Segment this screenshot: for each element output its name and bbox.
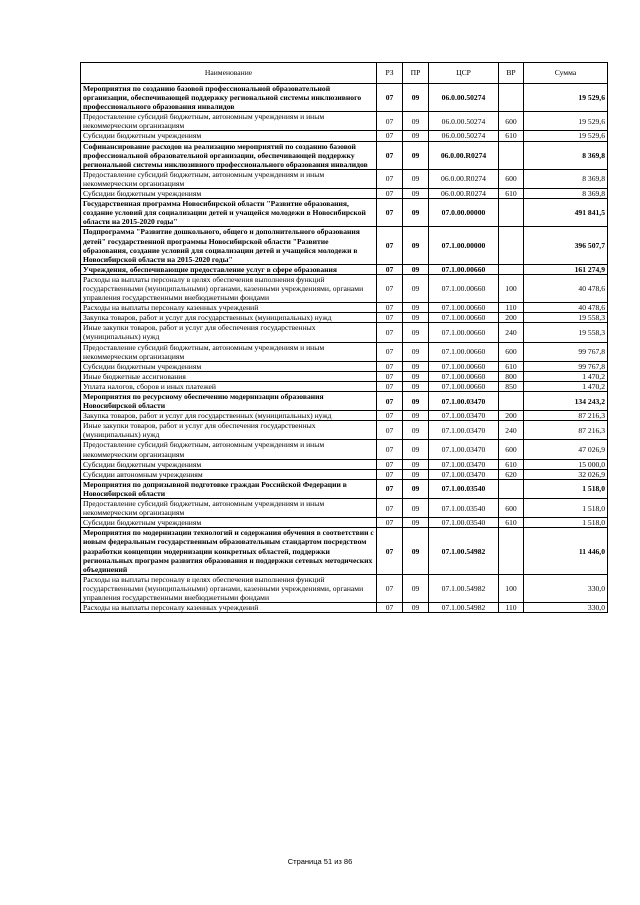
cell-name: Мероприятия по созданию базовой профессиональной образовательной организации, обеспечивающей поддержку региональной системы инклюзивного профессионального образования инвалидов	[81, 84, 377, 112]
cell-vr	[499, 528, 524, 574]
cell-name: Субсидии бюджетным учреждениям	[81, 459, 377, 469]
cell-sum: 19 558,3	[524, 313, 608, 323]
cell-pr: 09	[403, 169, 429, 188]
table-row	[81, 141, 608, 169]
table-row	[81, 574, 608, 602]
cell-rz: 07	[377, 479, 403, 498]
cell-sum: 161 274,9	[524, 264, 608, 274]
cell-csr: 07.1.00.54982	[429, 574, 499, 602]
cell-pr: 09	[403, 227, 429, 264]
cell-rz: 07	[377, 84, 403, 112]
cell-rz: 07	[377, 131, 403, 141]
cell-pr: 09	[403, 528, 429, 574]
cell-name: Мероприятия по допризывной подготовке граждан Российской Федерации в Новосибирской области	[81, 479, 377, 498]
cell-pr: 09	[403, 440, 429, 459]
table-row	[81, 199, 608, 227]
cell-pr: 09	[403, 469, 429, 479]
col-header-vr: ВР	[499, 63, 524, 84]
cell-rz: 07	[377, 381, 403, 391]
cell-name: Закупка товаров, работ и услуг для государственных (муниципальных) нужд	[81, 411, 377, 421]
cell-pr: 09	[403, 392, 429, 411]
cell-rz: 07	[377, 274, 403, 302]
table-row	[81, 131, 608, 141]
cell-csr: 07.1.00.03470	[429, 459, 499, 469]
cell-rz: 07	[377, 574, 403, 602]
col-header-name: Наименование	[81, 63, 377, 84]
cell-sum: 330,0	[524, 574, 608, 602]
cell-rz: 07	[377, 141, 403, 169]
cell-vr: 610	[499, 518, 524, 528]
cell-sum: 396 507,7	[524, 227, 608, 264]
cell-csr: 07.1.00.54982	[429, 528, 499, 574]
cell-sum: 40 478,6	[524, 274, 608, 302]
cell-vr: 110	[499, 303, 524, 313]
cell-csr: 07.1.00.03540	[429, 518, 499, 528]
cell-csr: 07.1.00.00660	[429, 313, 499, 323]
cell-csr: 07.1.00.03470	[429, 421, 499, 440]
cell-vr: 200	[499, 313, 524, 323]
table-row	[81, 323, 608, 342]
table-row	[81, 227, 608, 264]
cell-name: Уплата налогов, сборов и иных платежей	[81, 381, 377, 391]
cell-vr: 240	[499, 323, 524, 342]
table-row	[81, 264, 608, 274]
cell-vr: 110	[499, 603, 524, 613]
cell-name: Иные закупки товаров, работ и услуг для обеспечения государственных (муниципальных) нужд	[81, 421, 377, 440]
cell-vr: 100	[499, 274, 524, 302]
cell-csr: 07.1.00.00000	[429, 227, 499, 264]
cell-pr: 09	[403, 141, 429, 169]
cell-rz: 07	[377, 264, 403, 274]
cell-rz: 07	[377, 440, 403, 459]
table-row	[81, 274, 608, 302]
cell-rz: 07	[377, 469, 403, 479]
cell-pr: 09	[403, 264, 429, 274]
table-row	[81, 421, 608, 440]
cell-name: Предоставление субсидий бюджетным, автономным учреждениям и иным некоммерческим организациям	[81, 112, 377, 131]
cell-vr: 610	[499, 361, 524, 371]
cell-pr: 09	[403, 189, 429, 199]
col-header-csr: ЦСР	[429, 63, 499, 84]
cell-name: Мероприятия по ресурсному обеспечению модернизации образования Новосибирской области	[81, 392, 377, 411]
table-row	[81, 392, 608, 411]
cell-sum: 1 518,0	[524, 499, 608, 518]
cell-vr: 600	[499, 342, 524, 361]
budget-table	[80, 62, 608, 613]
cell-pr: 09	[403, 411, 429, 421]
cell-csr: 07.1.00.03470	[429, 411, 499, 421]
cell-pr: 09	[403, 574, 429, 602]
table-row	[81, 84, 608, 112]
table-row	[81, 479, 608, 498]
table-row	[81, 459, 608, 469]
cell-name: Предоставление субсидий бюджетным, автономным учреждениям и иным некоммерческим организациям	[81, 169, 377, 188]
cell-name: Софинансирование расходов на реализацию мероприятий по созданию базовой профессиональной образовательной организации, обеспечивающей поддержку региональной системы инклюзивного профессионального образования инвалидов	[81, 141, 377, 169]
cell-rz: 07	[377, 303, 403, 313]
cell-name: Учреждения, обеспечивающие предоставление услуг в сфере образования	[81, 264, 377, 274]
cell-rz: 07	[377, 603, 403, 613]
cell-sum: 87 216,3	[524, 411, 608, 421]
cell-rz: 07	[377, 323, 403, 342]
cell-vr	[499, 264, 524, 274]
cell-rz: 07	[377, 361, 403, 371]
cell-sum: 8 369,8	[524, 169, 608, 188]
cell-pr: 09	[403, 459, 429, 469]
cell-rz: 07	[377, 313, 403, 323]
cell-name: Субсидии бюджетным учреждениям	[81, 361, 377, 371]
table-row	[81, 371, 608, 381]
cell-pr: 09	[403, 131, 429, 141]
cell-pr: 09	[403, 361, 429, 371]
cell-rz: 07	[377, 528, 403, 574]
cell-vr: 610	[499, 459, 524, 469]
cell-csr: 07.1.00.03470	[429, 469, 499, 479]
cell-vr: 620	[499, 469, 524, 479]
cell-csr: 06.0.00.50274	[429, 84, 499, 112]
table-row	[81, 169, 608, 188]
cell-csr: 07.1.00.00660	[429, 371, 499, 381]
cell-vr	[499, 479, 524, 498]
cell-pr: 09	[403, 313, 429, 323]
cell-csr: 06.0.00.50274	[429, 131, 499, 141]
cell-pr: 09	[403, 518, 429, 528]
cell-csr: 07.1.00.03540	[429, 499, 499, 518]
cell-pr: 09	[403, 84, 429, 112]
table-row	[81, 189, 608, 199]
cell-vr: 800	[499, 371, 524, 381]
cell-name: Субсидии бюджетным учреждениям	[81, 518, 377, 528]
cell-csr: 07.0.00.00000	[429, 199, 499, 227]
col-header-pr: ПР	[403, 63, 429, 84]
cell-sum: 1 518,0	[524, 518, 608, 528]
cell-vr: 600	[499, 169, 524, 188]
cell-sum: 99 767,8	[524, 361, 608, 371]
cell-rz: 07	[377, 342, 403, 361]
cell-rz: 07	[377, 371, 403, 381]
table-row	[81, 361, 608, 371]
cell-sum: 330,0	[524, 603, 608, 613]
cell-name: Государственная программа Новосибирской области "Развитие образования, создание условий для социализации детей и учащейся молодежи в Новосибирской области на 2015-2020 годы"	[81, 199, 377, 227]
cell-name: Расходы на выплаты персоналу в целях обеспечения выполнения функций государственными (муниципальными) органами, казенными учреждениями, органами управления государственными внебюджетными фондами	[81, 574, 377, 602]
cell-csr: 06.0.00.50274	[429, 112, 499, 131]
cell-pr: 09	[403, 381, 429, 391]
cell-csr: 07.1.00.03540	[429, 479, 499, 498]
cell-vr: 240	[499, 421, 524, 440]
cell-vr	[499, 392, 524, 411]
cell-csr: 07.1.00.03470	[429, 392, 499, 411]
table-header-row	[81, 63, 608, 84]
table-row	[81, 112, 608, 131]
cell-sum: 1 470,2	[524, 381, 608, 391]
cell-vr: 100	[499, 574, 524, 602]
cell-rz: 07	[377, 499, 403, 518]
cell-sum: 87 216,3	[524, 421, 608, 440]
cell-pr: 09	[403, 499, 429, 518]
cell-rz: 07	[377, 518, 403, 528]
cell-rz: 07	[377, 189, 403, 199]
cell-rz: 07	[377, 411, 403, 421]
cell-sum: 1 470,2	[524, 371, 608, 381]
cell-pr: 09	[403, 199, 429, 227]
table-row	[81, 313, 608, 323]
cell-vr	[499, 141, 524, 169]
table-row	[81, 603, 608, 613]
cell-vr: 850	[499, 381, 524, 391]
cell-pr: 09	[403, 371, 429, 381]
cell-vr	[499, 84, 524, 112]
cell-name: Подпрограмма "Развитие дошкольного, общего и дополнительного образования детей" государственной программы Новосибирской области "Развитие образования, создание условий для социализации детей и учащейся молодежи в Новосибирской области на 2015-2020 годы"	[81, 227, 377, 264]
cell-sum: 11 446,0	[524, 528, 608, 574]
cell-name: Мероприятия по модернизации технологий и содержания обучения в соответствии с новым федеральным государственным образовательным стандартом посредством разработки концепции модернизации конкретных областей, поддержки региональных программ развития образования и поддержки сетевых методических объединений	[81, 528, 377, 574]
table-body	[81, 84, 608, 613]
cell-csr: 07.1.00.00660	[429, 381, 499, 391]
budget-table-container	[80, 62, 607, 613]
cell-sum: 15 000,0	[524, 459, 608, 469]
cell-sum: 134 243,2	[524, 392, 608, 411]
cell-csr: 06.0.00.R0274	[429, 141, 499, 169]
cell-sum: 8 369,8	[524, 189, 608, 199]
cell-name: Расходы на выплаты персоналу казенных учреждений	[81, 603, 377, 613]
cell-pr: 09	[403, 421, 429, 440]
cell-vr	[499, 227, 524, 264]
cell-csr: 07.1.00.54982	[429, 603, 499, 613]
cell-name: Предоставление субсидий бюджетным, автономным учреждениям и иным некоммерческим организациям	[81, 499, 377, 518]
cell-csr: 07.1.00.03470	[429, 440, 499, 459]
cell-csr: 07.1.00.00660	[429, 361, 499, 371]
cell-csr: 07.1.00.00660	[429, 264, 499, 274]
cell-sum: 1 518,0	[524, 479, 608, 498]
cell-sum: 8 369,8	[524, 141, 608, 169]
table-row	[81, 469, 608, 479]
cell-vr: 200	[499, 411, 524, 421]
cell-pr: 09	[403, 112, 429, 131]
cell-vr: 600	[499, 499, 524, 518]
cell-rz: 07	[377, 227, 403, 264]
cell-csr: 07.1.00.00660	[429, 342, 499, 361]
table-row	[81, 342, 608, 361]
cell-name: Расходы на выплаты персоналу казенных учреждений	[81, 303, 377, 313]
cell-sum: 32 026,9	[524, 469, 608, 479]
cell-csr: 07.1.00.00660	[429, 274, 499, 302]
cell-rz: 07	[377, 169, 403, 188]
cell-sum: 19 529,6	[524, 112, 608, 131]
cell-sum: 19 529,6	[524, 131, 608, 141]
cell-rz: 07	[377, 112, 403, 131]
table-row	[81, 440, 608, 459]
table-row	[81, 518, 608, 528]
cell-pr: 09	[403, 274, 429, 302]
table-row	[81, 303, 608, 313]
cell-csr: 07.1.00.00660	[429, 303, 499, 313]
cell-vr	[499, 199, 524, 227]
cell-sum: 47 026,9	[524, 440, 608, 459]
cell-name: Субсидии бюджетным учреждениям	[81, 131, 377, 141]
cell-sum: 40 478,6	[524, 303, 608, 313]
table-row	[81, 381, 608, 391]
cell-name: Иные закупки товаров, работ и услуг для обеспечения государственных (муниципальных) нужд	[81, 323, 377, 342]
cell-rz: 07	[377, 421, 403, 440]
cell-name: Расходы на выплаты персоналу в целях обеспечения выполнения функций государственными (муниципальными) органами, казенными учреждениями, органами управления государственными внебюджетными фондами	[81, 274, 377, 302]
cell-pr: 09	[403, 479, 429, 498]
table-row	[81, 528, 608, 574]
cell-sum: 19 558,3	[524, 323, 608, 342]
col-header-sum: Сумма	[524, 63, 608, 84]
cell-vr: 610	[499, 189, 524, 199]
cell-name: Предоставление субсидий бюджетным, автономным учреждениям и иным некоммерческим организациям	[81, 342, 377, 361]
cell-sum: 19 529,6	[524, 84, 608, 112]
cell-rz: 07	[377, 459, 403, 469]
table-row	[81, 411, 608, 421]
cell-name: Иные бюджетные ассигнования	[81, 371, 377, 381]
cell-rz: 07	[377, 392, 403, 411]
cell-name: Субсидии бюджетным учреждениям	[81, 189, 377, 199]
cell-csr: 06.0.00.R0274	[429, 189, 499, 199]
cell-name: Предоставление субсидий бюджетным, автономным учреждениям и иным некоммерческим организациям	[81, 440, 377, 459]
cell-pr: 09	[403, 342, 429, 361]
cell-name: Закупка товаров, работ и услуг для государственных (муниципальных) нужд	[81, 313, 377, 323]
cell-vr: 600	[499, 112, 524, 131]
cell-sum: 491 841,5	[524, 199, 608, 227]
col-header-rz: РЗ	[377, 63, 403, 84]
table-row	[81, 499, 608, 518]
page-footer: Страница 51 из 86	[287, 857, 353, 866]
cell-rz: 07	[377, 199, 403, 227]
cell-vr: 600	[499, 440, 524, 459]
cell-name: Субсидии автономным учреждениям	[81, 469, 377, 479]
cell-pr: 09	[403, 303, 429, 313]
cell-pr: 09	[403, 603, 429, 613]
cell-csr: 07.1.00.00660	[429, 323, 499, 342]
cell-pr: 09	[403, 323, 429, 342]
cell-vr: 610	[499, 131, 524, 141]
cell-sum: 99 767,8	[524, 342, 608, 361]
cell-csr: 06.0.00.R0274	[429, 169, 499, 188]
